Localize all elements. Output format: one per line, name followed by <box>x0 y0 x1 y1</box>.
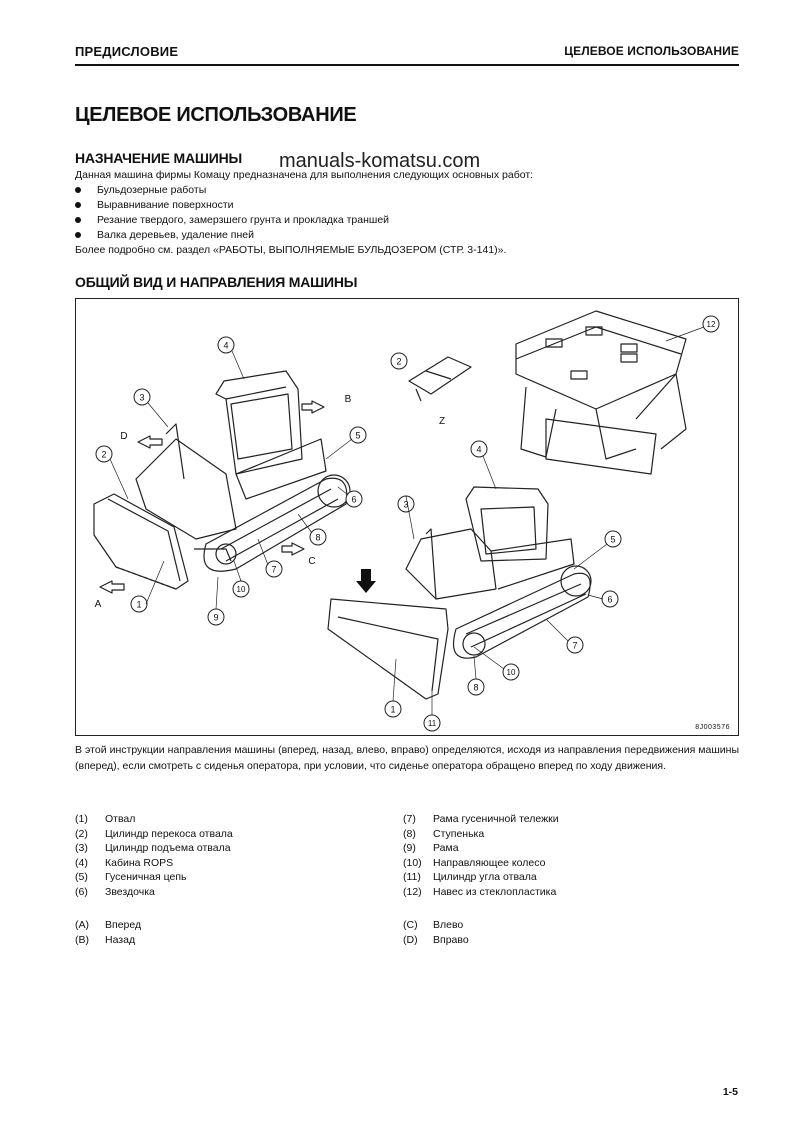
bullet-icon <box>75 232 81 238</box>
callout-5: 5 <box>355 430 361 441</box>
page-header <box>75 44 739 64</box>
callout-6: 6 <box>351 494 357 505</box>
left-cab-shape <box>216 371 302 474</box>
callout-1: 1 <box>390 704 396 715</box>
bullet-icon <box>75 217 81 223</box>
left-blade-shape <box>94 494 188 589</box>
list-item: Валка деревьев, удаление пней <box>75 228 389 243</box>
callout-2: 2 <box>396 356 402 367</box>
callout-4: 4 <box>476 444 482 455</box>
direction-label-d: D <box>120 431 128 442</box>
callout-8: 8 <box>473 682 479 693</box>
page-number: 1-5 <box>722 1086 738 1098</box>
callout-6: 6 <box>607 594 613 605</box>
callout-3: 3 <box>139 392 145 403</box>
header-rule <box>75 64 739 66</box>
bulldozer-illustration <box>76 299 740 737</box>
direction-a-arrow-icon <box>100 581 124 593</box>
direction-d-arrow-icon <box>138 436 162 448</box>
header-chapter-title: ЦЕЛЕВОЕ ИСПОЛЬЗОВАНИЕ <box>564 44 739 58</box>
direction-label-c: C <box>308 556 316 567</box>
callout-10: 10 <box>506 668 516 677</box>
callout-11: 11 <box>427 719 437 728</box>
callout-1: 1 <box>136 599 142 610</box>
header-section-title: ПРЕДИСЛОВИЕ <box>75 44 179 59</box>
purpose-reference: Более подробно см. раздел «РАБОТЫ, ВЫПОЛНЯЕМЫЕ БУЛЬДОЗЕРОМ (СТР. 3-141)». <box>75 244 507 256</box>
purpose-intro: Данная машина фирмы Комацу предназначена для выполнения следующих основных работ: <box>75 169 534 181</box>
callout-12: 12 <box>706 320 716 329</box>
callout-7: 7 <box>271 564 277 575</box>
callout-8: 8 <box>315 532 321 543</box>
callout-10: 10 <box>236 585 246 594</box>
list-item: Бульдозерные работы <box>75 183 389 198</box>
purpose-list <box>75 183 389 243</box>
direction-label-z: Z <box>362 569 370 580</box>
callout-5: 5 <box>610 534 616 545</box>
canopy-shape <box>516 311 686 409</box>
directions-paragraph: В этой инструкции направления машины (вперед, назад, влево, вправо) определяются, исходя из направления передвижения машины (вперед), если смотреть с сиденья оператора, при условии, что сиденье оператора обращено вперед по ходу движения. <box>75 744 739 772</box>
direction-label-a: A <box>94 599 102 610</box>
bullet-icon <box>75 202 81 208</box>
right-cab-shape <box>466 487 548 561</box>
right-body-shape <box>406 529 496 599</box>
direction-c-arrow-icon <box>282 543 304 555</box>
list-item: Резание твердого, замерзшего грунта и прокладка траншей <box>75 213 389 228</box>
callout-9: 9 <box>213 612 219 623</box>
purpose-heading: НАЗНАЧЕНИЕ МАШИНЫ <box>75 150 243 166</box>
page-title: ЦЕЛЕВОЕ ИСПОЛЬЗОВАНИЕ <box>75 104 357 126</box>
watermark: manuals-komatsu.com <box>279 150 481 172</box>
callout-7: 7 <box>572 640 578 651</box>
direction-label-b: B <box>344 394 352 405</box>
machine-diagram <box>75 298 739 736</box>
bullet-icon <box>75 187 81 193</box>
callout-2: 2 <box>101 449 107 460</box>
left-body-shape <box>136 439 236 539</box>
callout-3: 3 <box>403 499 409 510</box>
figure-code: 8J003576 <box>695 724 730 731</box>
direction-b-arrow-icon <box>302 401 324 413</box>
direction-label-z: Z <box>438 416 446 427</box>
overview-heading: ОБЩИЙ ВИД И НАПРАВЛЕНИЯ МАШИНЫ <box>75 274 358 290</box>
right-blade-shape <box>328 599 448 699</box>
list-item: Выравнивание поверхности <box>75 198 389 213</box>
callout-4: 4 <box>223 340 229 351</box>
